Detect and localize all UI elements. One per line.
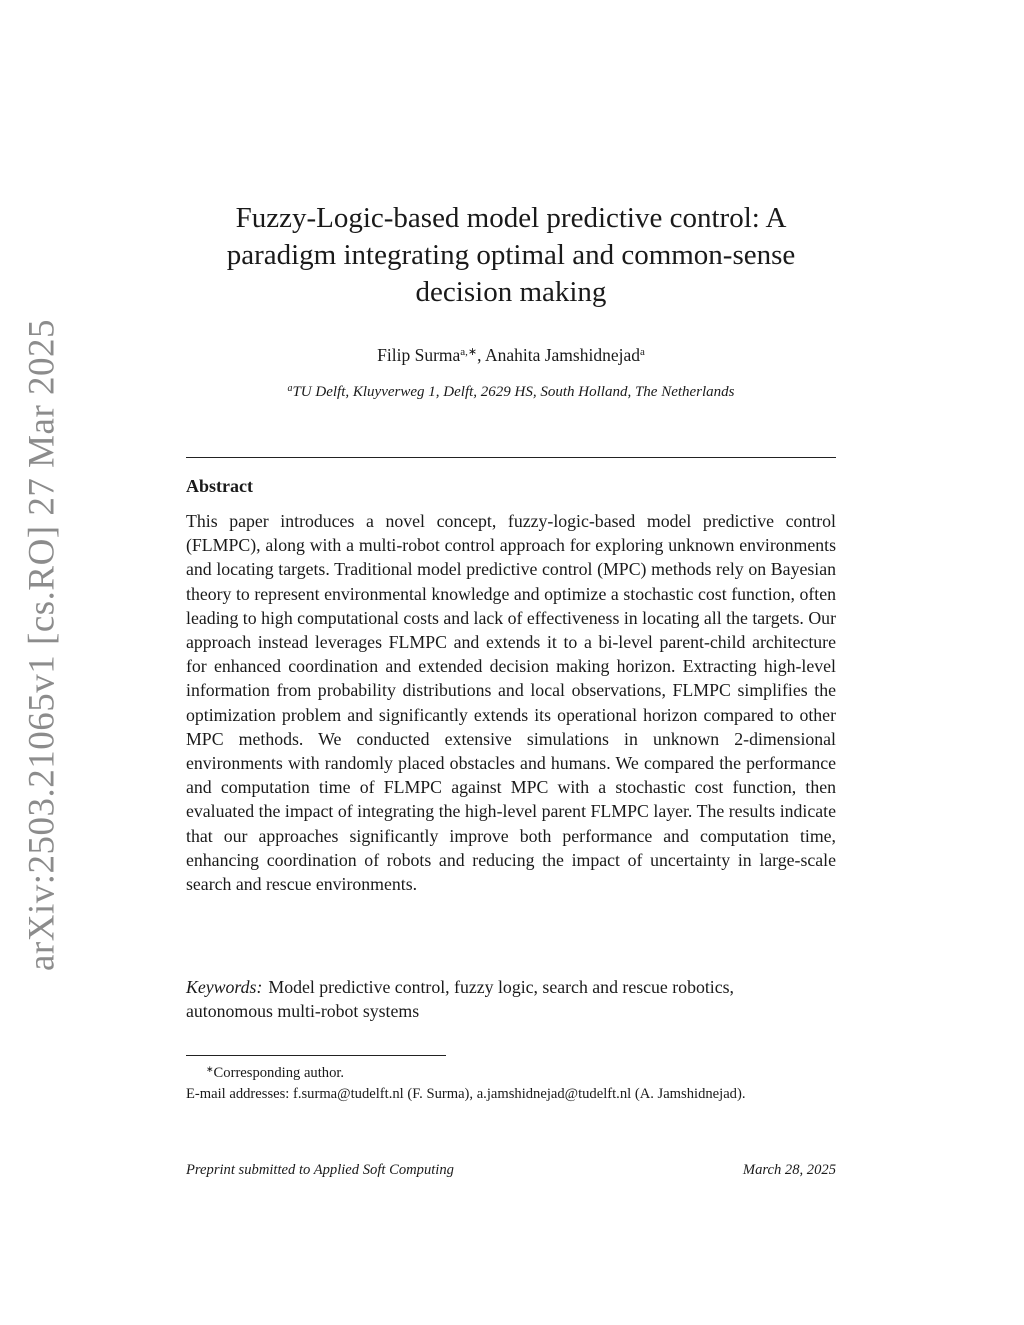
author-name: Anahita Jamshidnejad xyxy=(484,345,640,365)
page-footer xyxy=(186,1160,836,1180)
footnote-mark: ∗ xyxy=(206,1064,214,1074)
paper-title xyxy=(186,200,836,311)
footnote-corresponding xyxy=(186,1059,836,1084)
title-line-3: decision making xyxy=(415,276,607,308)
affiliation-text: TU Delft, Kluyverweg 1, Delft, 2629 HS, South Holland, The Netherlands xyxy=(292,384,735,400)
author-affiliation-mark: a xyxy=(639,346,645,358)
footnote xyxy=(186,1059,836,1104)
author-separator: , xyxy=(477,345,485,365)
title-line-1: Fuzzy-Logic-based model predictive control: A xyxy=(235,202,787,234)
keywords-text: Model predictive control, fuzzy logic, search and rescue robotics, autonomous multi-robot systems xyxy=(186,977,734,1022)
author-affiliation-mark: a,∗ xyxy=(460,346,478,358)
footer-date: March 28, 2025 xyxy=(742,1162,836,1178)
affiliation xyxy=(186,378,836,403)
author-list xyxy=(186,340,836,367)
footnote-rule xyxy=(186,1055,446,1056)
abstract-body: This paper introduces a novel concept, fuzzy-logic-based model predictive control (FLMPC), along with a multi-robot control approach for exploring unknown environments and locating targets. Traditional model predictive control (MPC) methods rely on Bayesian theory to represent environmental knowledge and optimize a stochastic cost function, often leading to high computational costs and lack of effectiveness in locating all the targets. Our approach instead leverages FLMPC and extends it to a bi-level parent-child architecture for enhanced coordination and extended decision making horizon. Extracting high-level information from probability distributions and local observations, FLMPC simplifies the optimization problem and significantly extends its operational horizon compared to other MPC methods. We conducted extensive simulations in unknown 2-dimensional environments with randomly placed obstacles and humans. We compared the performance and computation time of FLMPC against MPC with a stochastic cost function, then evaluated the impact of integrating the high-level parent FLMPC layer. The results indicate that our approaches significantly improve both performance and computation time, enhancing coordination of robots and reducing the impact of uncertainty in large-scale search and rescue environments. xyxy=(186,511,836,895)
footnote-corresponding-text: Corresponding author. xyxy=(213,1065,345,1081)
abstract-top-rule xyxy=(186,457,836,458)
keywords-label: Keywords: xyxy=(186,977,263,997)
arxiv-identifier: arXiv:2503.21065v1 [cs.RO] 27 Mar 2025 xyxy=(21,318,63,972)
abstract-heading: Abstract xyxy=(186,476,253,496)
footnote-emails: E-mail addresses: f.surma@tudelft.nl (F. Surma), a.jamshidnejad@tudelft.nl (A. Jamshidnejad). xyxy=(186,1085,746,1102)
author-name: Filip Surma xyxy=(377,345,461,365)
title-line-2: paradigm integrating optimal and common-sense xyxy=(226,239,796,271)
keywords xyxy=(186,975,786,1023)
footer-journal: Preprint submitted to Applied Soft Computing xyxy=(186,1162,454,1178)
affiliation-mark: a xyxy=(287,383,293,394)
